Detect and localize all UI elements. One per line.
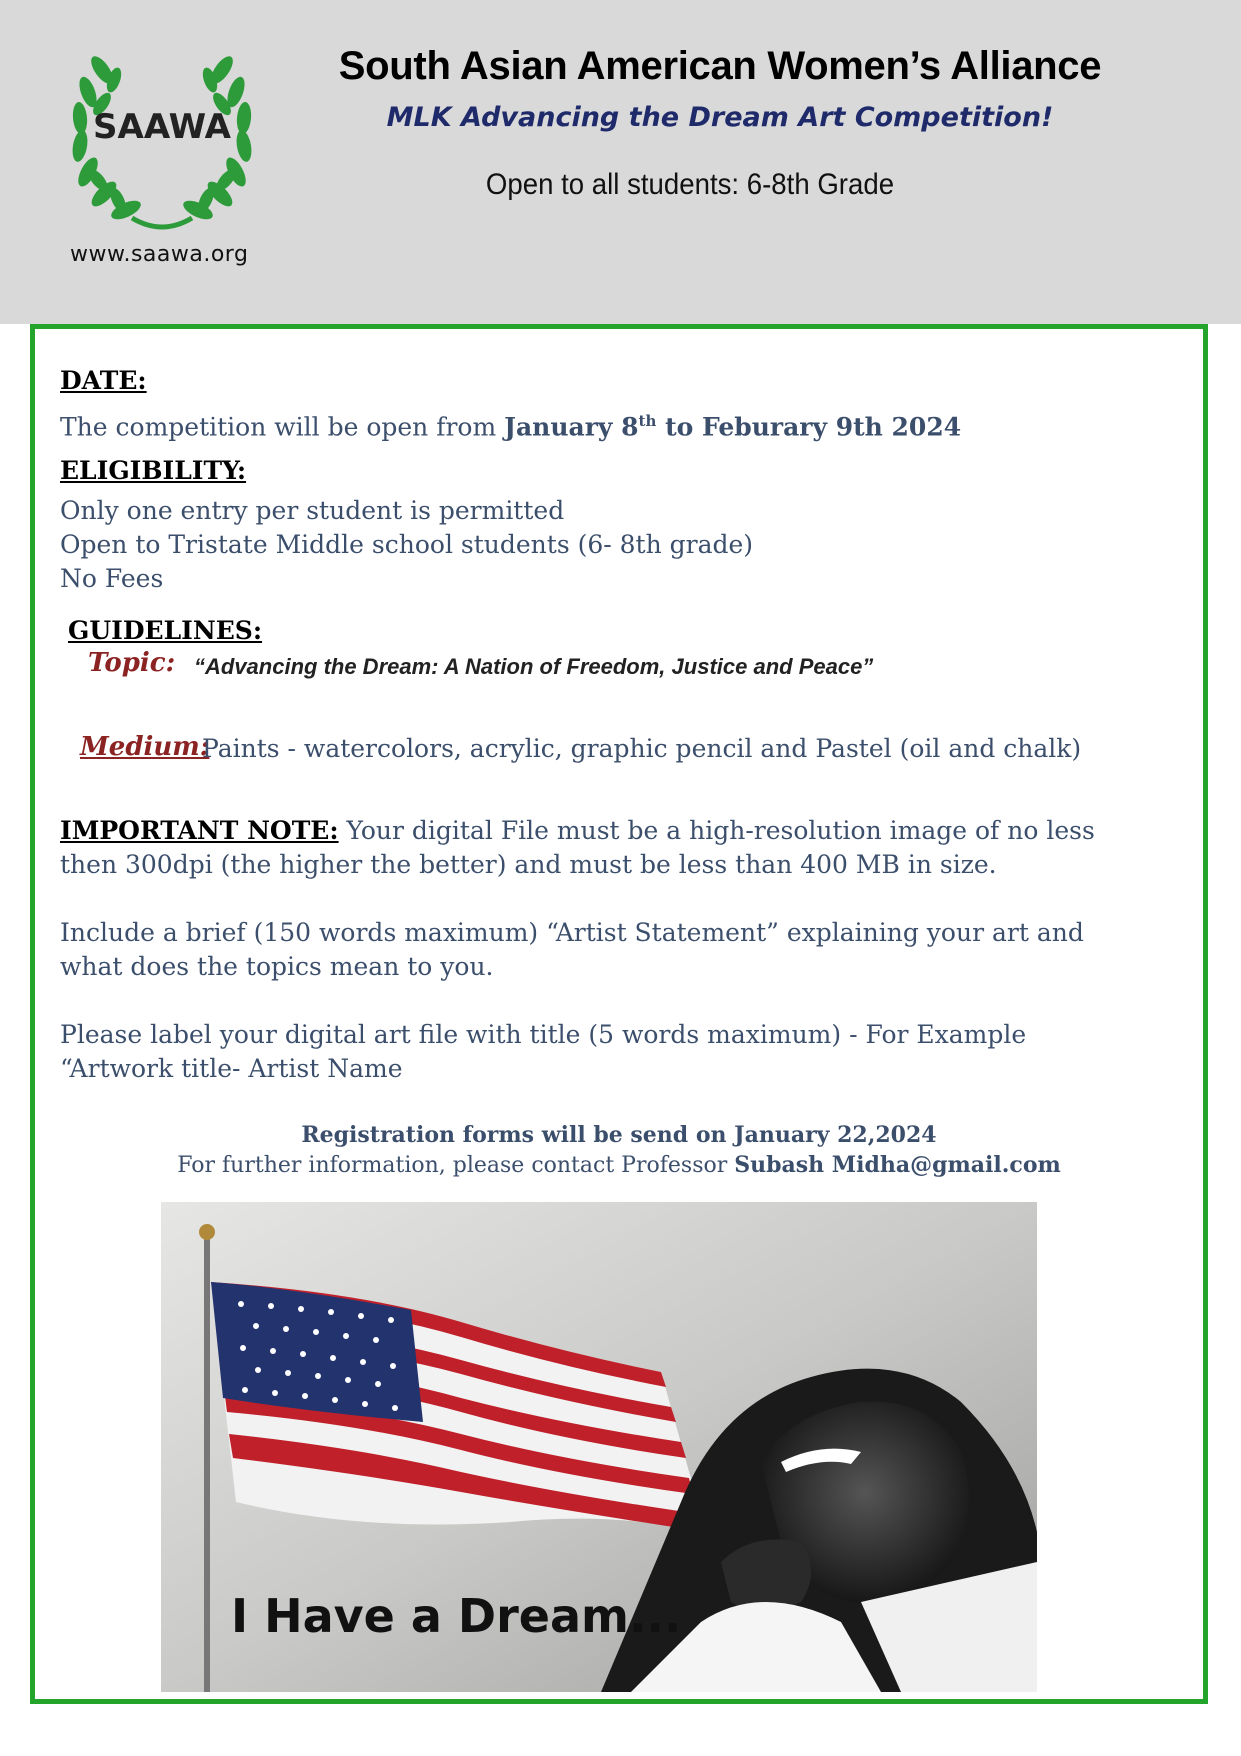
- eligibility-line: No Fees: [60, 564, 164, 593]
- medium-label: Medium:: [80, 732, 210, 762]
- eligibility-line: Open to Tristate Middle school students (6- 8th grade): [60, 530, 754, 559]
- important-note-text: Your digital File must be a high-resolution image of no less: [338, 816, 1095, 845]
- flagpole: [204, 1232, 210, 1692]
- guidelines-label: GUIDELINES:: [68, 616, 263, 645]
- eligibility-label: ELIGIBILITY:: [60, 456, 247, 485]
- eligibility-line: Only one entry per student is permitted: [60, 496, 565, 525]
- date-start-sup: th: [638, 412, 657, 430]
- contact-prefix: For further information, please contact Professor: [177, 1153, 735, 1178]
- statement-line1: Include a brief (150 words maximum) “Artist Statement” explaining your art and: [60, 918, 1084, 947]
- statement-line2: what does the topics mean to you.: [60, 952, 494, 981]
- labeling-line1: Please label your digital art file with title (5 words maximum) - For Example: [60, 1020, 1027, 1049]
- labeling-line2: “Artwork title- Artist Name: [60, 1054, 403, 1083]
- topic-label: Topic:: [88, 648, 176, 678]
- registration-text: Registration forms will be send on January 22,2024: [301, 1122, 937, 1148]
- date-text: [60, 404, 961, 444]
- date-end: to Feburary 9th 2024: [656, 412, 962, 442]
- important-note-line1: [60, 814, 1095, 848]
- topic-text: “Advancing the Dream: A Nation of Freedom, Justice and Peace”: [194, 654, 874, 679]
- contact-text: [30, 1152, 1208, 1178]
- medium-text: Paints - watercolors, acrylic, graphic pencil and Pastel (oil and chalk): [202, 734, 1082, 763]
- competition-title: MLK Advancing the Dream Art Competition!: [386, 102, 1054, 133]
- logo-text: SAAWA: [93, 107, 231, 147]
- header-banner: [0, 0, 1241, 324]
- date-label: DATE:: [60, 366, 147, 395]
- date-prefix: The competition will be open from: [60, 412, 505, 442]
- date-start: January 8: [504, 412, 639, 442]
- eligibility-banner: Open to all students: 6-8th Grade: [485, 168, 895, 201]
- mlk-poster-image: [161, 1202, 1037, 1692]
- contact-email[interactable]: Subash Midha@gmail.com: [734, 1152, 1061, 1178]
- poster-caption: I Have a Dream...: [231, 1589, 682, 1643]
- important-note-line2: then 300dpi (the higher the better) and must be less than 400 MB in size.: [60, 850, 997, 879]
- organization-name: South Asian American Women’s Alliance: [338, 44, 1102, 88]
- flagpole-finial: [199, 1224, 215, 1240]
- laurel-wreath-logo: [62, 40, 262, 240]
- website-url: www.saawa.org: [70, 242, 249, 267]
- important-note-label: IMPORTANT NOTE:: [60, 816, 339, 845]
